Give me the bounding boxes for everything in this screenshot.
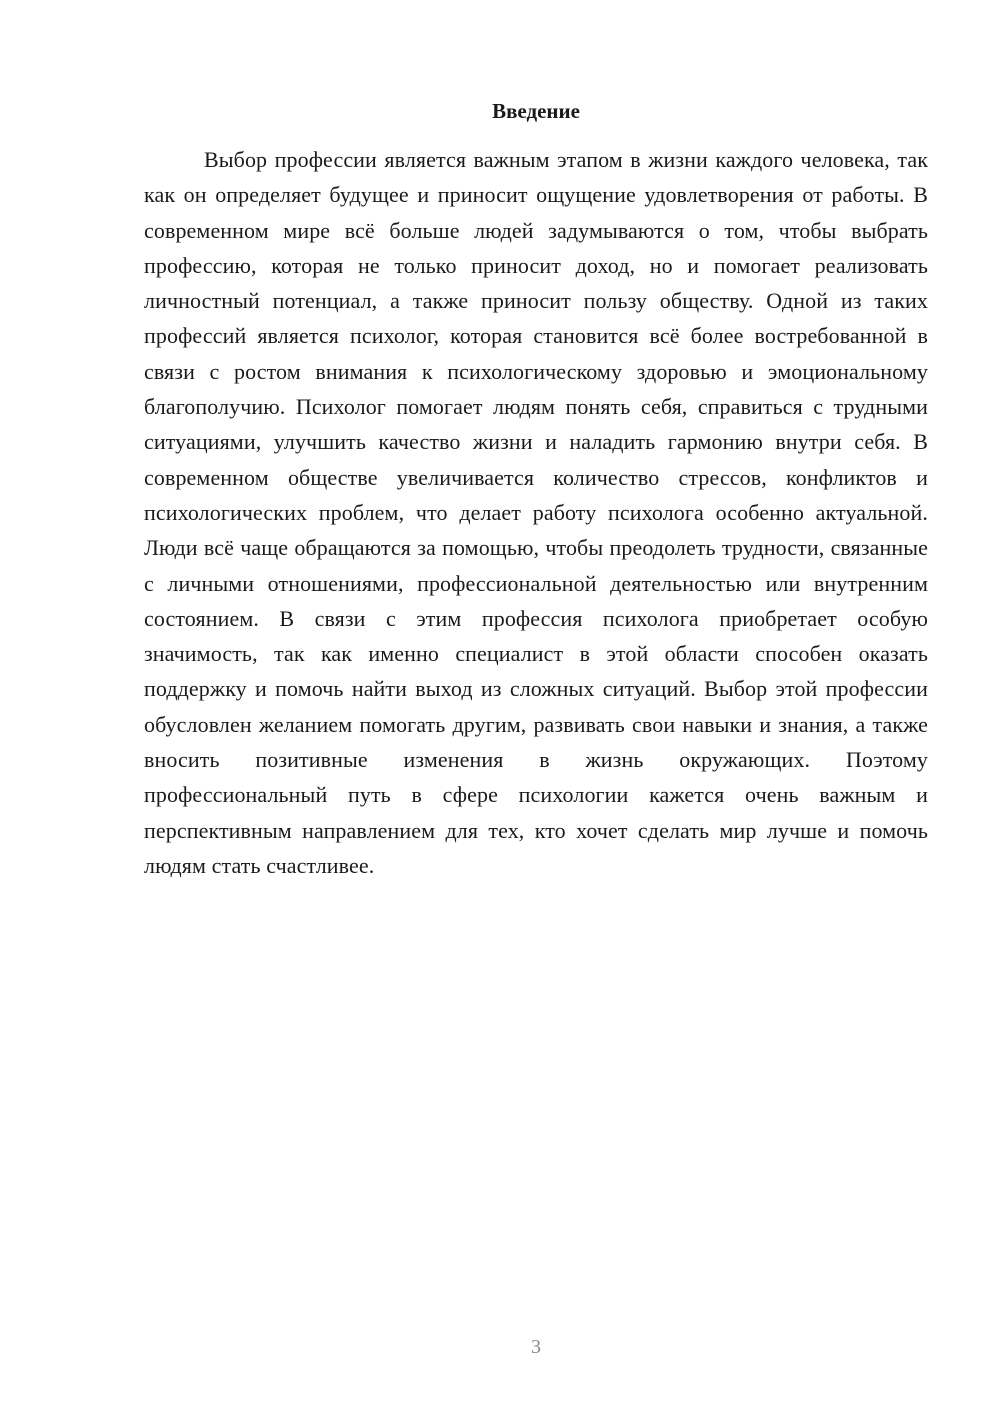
body-paragraph: Выбор профессии является важным этапом в жизни каждого человека, так как он определяет будущее и приносит ощущение удовлетворения от работы. В современном мире всё больше людей задумываются о том, чтобы выбрать профессию, которая не только приносит доход, но и помогает реализовать личностный потенциал, а также приносит пользу обществу. Одной из таких профессий является психолог, которая становится всё более востребованной в связи с ростом внимания к психологическому здоровью и эмоциональному благополучию. Психолог помогает людям понять себя, справиться с трудными ситуациями, улучшить качество жизни и наладить гармонию внутри себя. В современном обществе увеличивается количество стрессов, конфликтов и психологических проблем, что делает работу психолога особенно актуальной. Люди всё чаще обращаются за помощью, чтобы преодолеть трудности, связанные с личными отношениями, профессиональной деятельностью или внутренним состоянием. В связи с этим профессия психолога приобретает особую значимость, так как именно специалист в этой области способен оказать поддержку и помочь найти выход из сложных ситуаций. Выбор этой профессии обусловлен желанием помогать другим, развивать свои навыки и знания, а также вносить позитивные изменения в жизнь окружающих. Поэтому профессиональный путь в сфере психологии кажется очень важным и перспективным направлением для тех, кто хочет сделать мир лучше и помочь людям стать счастливее.	[144, 147, 928, 878]
page-number: 3	[531, 1336, 541, 1358]
page-title: Введение	[492, 99, 580, 123]
